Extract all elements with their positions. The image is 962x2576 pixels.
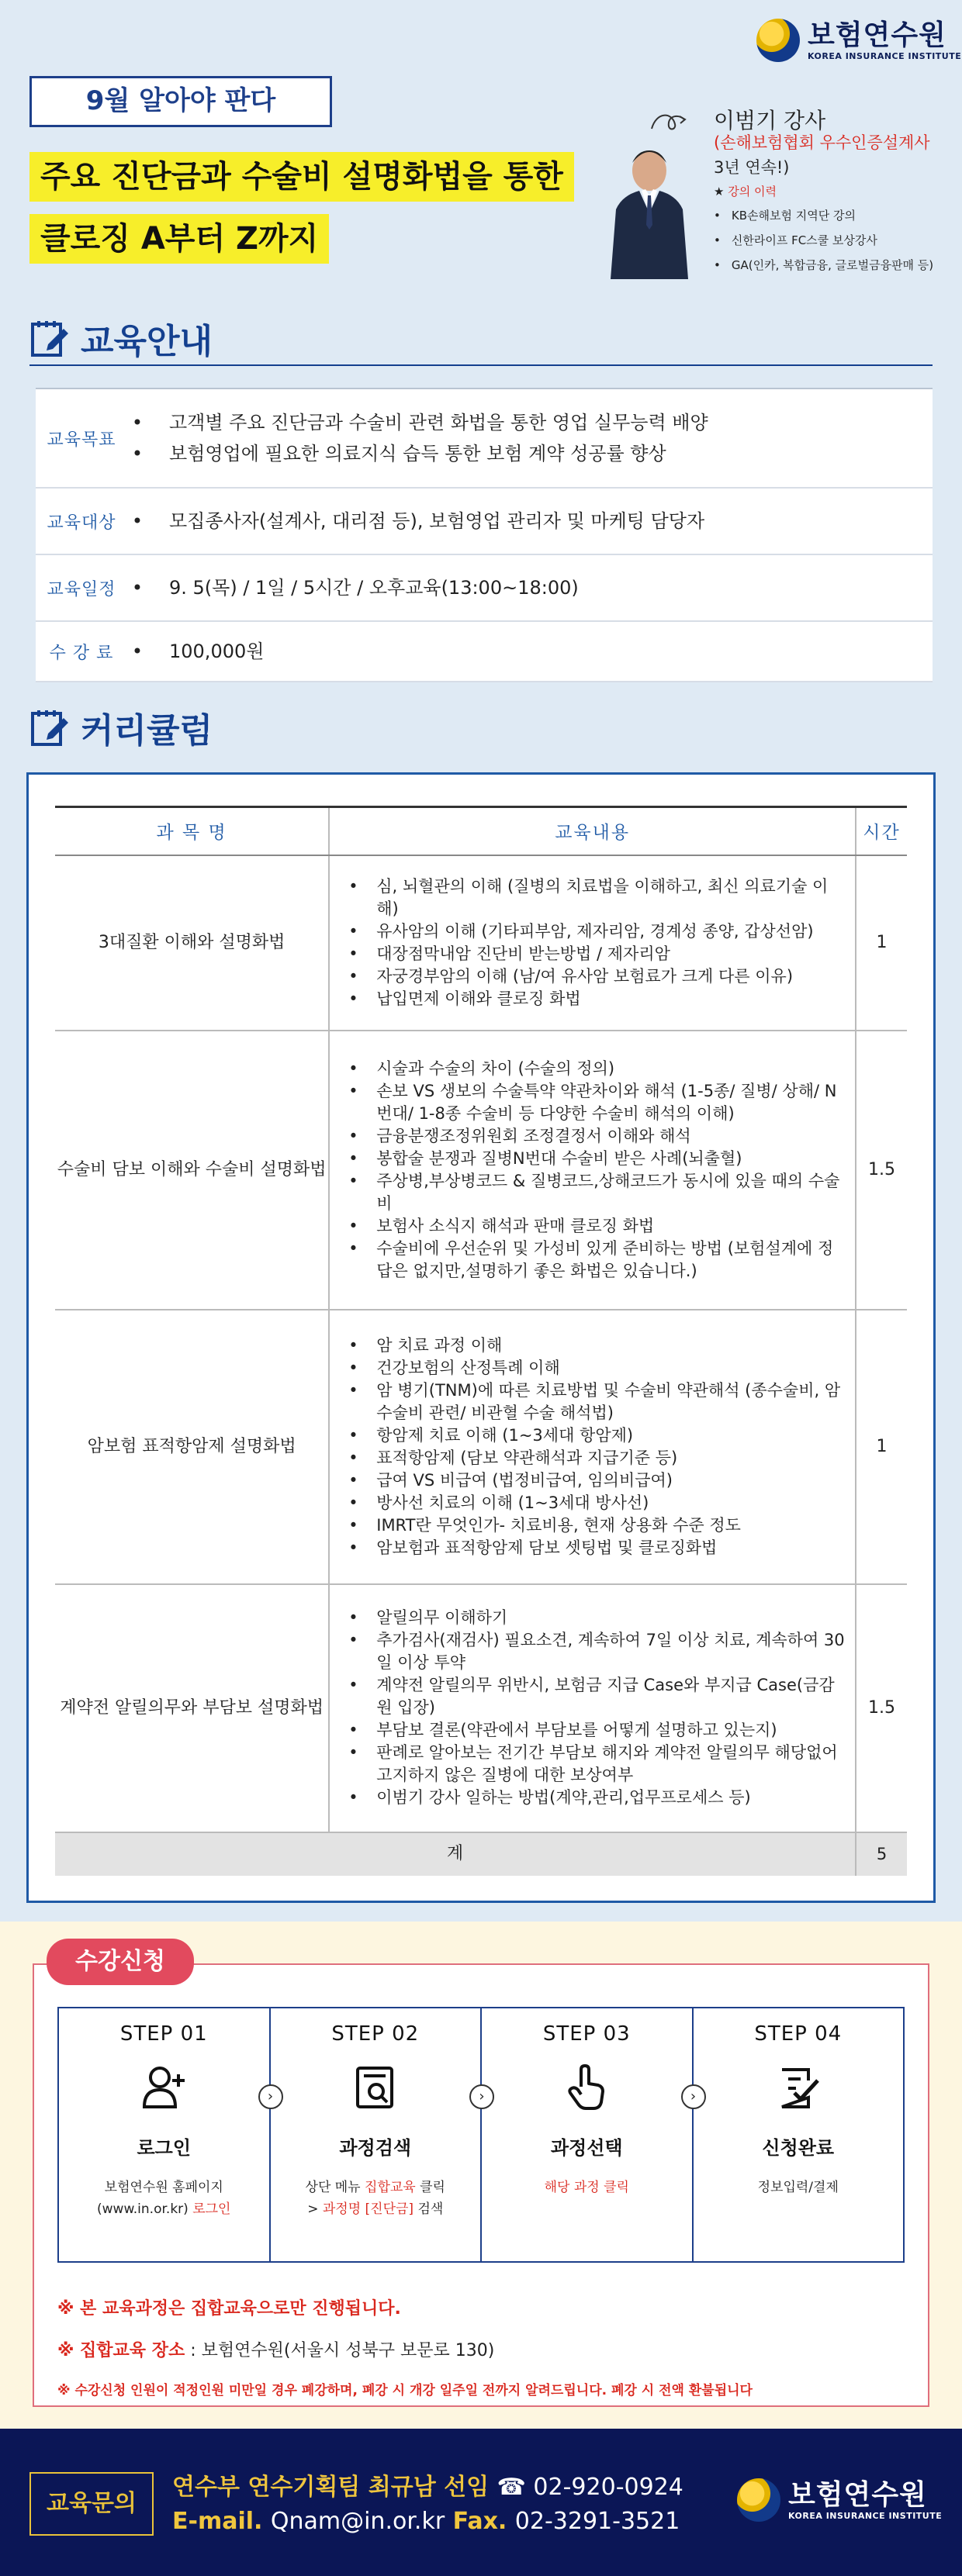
contact-phone[interactable]: ☎ 02-920-0924: [497, 2474, 683, 2501]
info-value: 모집종사자(설계사, 대리점 등), 보험영업 관리자 및 마케팅 담당자: [169, 510, 705, 532]
col-header-content: 교육내용: [329, 807, 856, 855]
lecturer-years: 3년 연속!): [714, 158, 790, 177]
memo-pencil-icon: [29, 318, 70, 358]
content-list: • 알릴의무 이해하기 • 추가검사(재검사) 필요소견, 계속하여 7일 이상 치료, 계속하여 30일 이상 투약 • 계약전 알릴의무 위반시, 보험금 지급 Case와 부지급 Case(금감원 입장) • 부담보 결론(약관에서 부담보를 어떻게 설명하고 있는지) • 판례로 알아보는 전기간 부담보 해지와 계약전 알릴의무 해당없어 고지하지 않은 질병에 대한 보상여부 • 이범기 강사 일하는 방법(계약,관리,업무프로세스 등): [348, 1608, 845, 1807]
info-value: 보험영업에 필요한 의료지식 습득 통한 보험 계약 성공률 향상: [169, 443, 666, 464]
enroll-tag: 수강신청: [47, 1939, 194, 1985]
info-row-fee: 수 강 료 • 100,000원: [36, 622, 933, 682]
step-title: 신청완료: [762, 2137, 835, 2159]
contact-label: 교육문의: [29, 2472, 154, 2536]
month-tag: 9월 알아야 판다: [29, 76, 332, 127]
hours-cell: 1: [856, 1310, 907, 1584]
brand-name: 보험연수원: [808, 19, 946, 51]
total-row: [55, 1832, 907, 1876]
info-label: 교육목표: [47, 430, 116, 450]
contact-dept: 연수부 연수기획팀 최규남 선임: [172, 2474, 497, 2501]
hand-pointer-icon: [562, 2063, 611, 2112]
brand-logo[interactable]: [756, 19, 961, 62]
info-label: 수 강 료: [49, 643, 114, 663]
info-value: 고객별 주요 진단금과 수술비 관련 화법을 통한 영업 실무능력 배양: [169, 412, 708, 433]
career-item: • GA(인카, 복합금융, 글로벌금융판매 등): [714, 258, 934, 272]
course-title: [29, 152, 574, 202]
info-row-schedule: 교육일정 • 9. 5(목) / 1일 / 5시간 / 오후교육(13:00~18:00): [36, 555, 933, 622]
step-number: STEP 03: [542, 2022, 631, 2046]
checklist-icon: [774, 2063, 822, 2112]
contact-info: 연수부 연수기획팀 최규남 선임 ☎ 02-920-0924 E-mail. Qnam@in.or.kr Fax. 02-3291-3521: [172, 2474, 683, 2535]
footer-logo[interactable]: [737, 2478, 942, 2522]
subject-cell: 계약전 알릴의무와 부담보 설명화법: [55, 1584, 329, 1832]
footer-brand-sub: KOREA INSURANCE INSTITUTE: [788, 2510, 943, 2521]
step-title: 과정검색: [339, 2137, 412, 2159]
curriculum-frame: [26, 772, 936, 1903]
step-complete[interactable]: [692, 2008, 904, 2261]
career-list: [714, 203, 933, 278]
subject-cell: 3대질환 이해와 설명화법: [55, 855, 329, 1031]
info-value: 100,000원: [169, 641, 265, 662]
total-label: 계: [55, 1832, 856, 1876]
col-header-subject: 과 목 명: [55, 807, 329, 855]
table-row: [55, 1310, 907, 1584]
step-number: STEP 04: [754, 2022, 843, 2046]
search-document-icon: [351, 2063, 400, 2112]
chevron-right-icon: ›: [258, 2084, 283, 2109]
logo-emblem-icon: [737, 2478, 780, 2522]
info-value: 9. 5(목) / 1일 / 5시간 / 오후교육(13:00~18:00): [169, 577, 579, 599]
content-list: • 시술과 수술의 차이 (수술의 정의) • 손보 VS 생보의 수술특약 약관차이와 해석 (1-5종/ 질병/ 상해/ N번대/ 1-8종 수술비 등 다양한 수술비 해석의 이해) • 금융분쟁조정위원회 조정결정서 이해와 해석 • 봉합술 분쟁과 질병N번대 수술비 받은 사례(뇌출혈) • 주상병,부상병코드 & 질병코드,상해코드가 동시에 있을 때의 수술비 • 보험사 소식지 해석과 판매 클로징 화법 • 수술비에 우선순위 및 가성비 있게 준비하는 방법 (보험설계에 정답은 없지만,설명하기 좋은 화법은 있습니다.): [348, 1058, 840, 1280]
note-onsite-only: ※ 본 교육과정은 집합교육으로만 진행됩니다.: [57, 2299, 401, 2319]
lecturer-affiliation: (손해보험협회 우수인증설계사: [714, 133, 930, 152]
subject-cell: 암보험 표적항암제 설명화법: [55, 1310, 329, 1584]
curriculum-table: [55, 806, 907, 1876]
chevron-right-icon: ›: [469, 2084, 494, 2109]
content-list: • 심, 뇌혈관의 이해 (질병의 치료법을 이해하고, 최신 의료기술 이해) • 유사암의 이해 (기타피부암, 제자리암, 경계성 종양, 갑상선암) • 대장점막내암 진단비 받는방법 / 제자리암 • 자궁경부암의 이해 (남/여 유사암 보험료가 크게 다른 이유) • 납입면제 이해와 클로징 화법: [348, 876, 829, 1008]
enroll-steps: [57, 2007, 905, 2263]
table-row: [55, 1584, 907, 1832]
logo-emblem-icon: [756, 19, 800, 62]
note-cancellation: ※ 수강신청 인원이 적정인원 미만일 경우 폐강하며, 폐강 시 개강 일주일 전까지 알려드립니다. 폐강 시 전액 환불됩니다: [57, 2383, 753, 2398]
step-desc: 해당 과정 클릭: [544, 2180, 629, 2195]
step-select[interactable]: [480, 2008, 697, 2261]
step-number: STEP 01: [119, 2022, 208, 2046]
career-item: • 신한라이프 FC스쿨 보상강사: [714, 233, 877, 247]
user-add-icon: [140, 2063, 188, 2112]
hours-cell: 1.5: [856, 1031, 907, 1310]
step-title: 과정선택: [550, 2137, 623, 2159]
hours-cell: 1: [856, 855, 907, 1031]
star-icon: ★: [714, 185, 728, 199]
note-location: ※ 집합교육 장소 : 보험연수원(서울시 성북구 보문로 130): [57, 2341, 495, 2360]
footer-brand-name: 보험연수원: [788, 2478, 927, 2511]
table-row: [55, 1031, 907, 1310]
info-table: [36, 388, 933, 682]
memo-pencil-icon: [29, 707, 70, 748]
career-item: • KB손해보험 지역단 강의: [714, 209, 856, 223]
info-heading: 교육안내: [29, 313, 213, 363]
career-title: ★ 강의 이력: [714, 185, 777, 199]
info-row-goal: 교육목표 • 고객별 주요 진단금과 수술비 관련 화법을 통한 영업 실무능력 배양 • 보험영업에 필요한 의료지식 습득 통한 보험 계약 성공률 향상: [36, 389, 933, 489]
total-hours: 5: [856, 1832, 907, 1876]
chevron-right-icon: ›: [681, 2084, 706, 2109]
curriculum-heading: 커리큘럼: [29, 703, 213, 752]
info-label: 교육일정: [47, 579, 116, 599]
hours-cell: 1.5: [856, 1584, 907, 1832]
info-row-target: 교육대상 • 모집종사자(설계사, 대리점 등), 보험영업 관리자 및 마케팅 담당자: [36, 489, 933, 555]
step-desc: 보험연수원 홈페이지 (www.in.or.kr) 로그인: [97, 2180, 231, 2217]
content-list: • 암 치료 과정 이해 • 건강보험의 산정특례 이해 • 암 병기(TNM)에 따른 치료방법 및 수술비 약관해석 (종수술비, 암수술비 관련/ 비관혈 수술 해석법) • 항암제 치료 이해 (1~3세대 항암제) • 표적항암제 (담보 약관해석과 지급기준 등) • 급여 VS 비급여 (법정비급여, 임의비급여) • 방사선 치료의 이해 (1~3세대 방사선) • IMRT란 무엇인가- 치료비용, 현재 상용화 수준 정도 • 암보험과 표적항암제 담보 셋팅법 및 클로징화법: [348, 1335, 841, 1557]
step-desc: 상단 메뉴 집합교육 클릭 > 과정명 [진단금] 검색: [305, 2180, 445, 2217]
contact-email[interactable]: Qnam@in.or.kr: [270, 2508, 445, 2535]
contact-fax: 02-3291-3521: [514, 2508, 680, 2535]
brand-sub: KOREA INSURANCE INSTITUTE: [808, 50, 962, 61]
table-header-row: [55, 807, 907, 855]
title-line-2: 클로징 A부터 Z까지: [29, 214, 329, 264]
table-row: [55, 855, 907, 1031]
step-search[interactable]: [269, 2008, 485, 2261]
info-heading-rule: [29, 364, 933, 366]
title-line-1: 주요 진단금과 수술비 설명화법을 통한: [29, 152, 574, 202]
lecturer-name: 이범기 강사: [714, 108, 826, 133]
curl-arrow-icon: [649, 109, 687, 135]
step-title: 로그인: [137, 2137, 192, 2159]
step-number: STEP 02: [331, 2022, 420, 2046]
step-login[interactable]: [59, 2008, 274, 2261]
info-label: 교육대상: [47, 513, 116, 533]
lecturer-photo: [599, 140, 700, 279]
col-header-hours: 시간: [856, 807, 907, 855]
step-desc: 정보입력/결제: [757, 2180, 839, 2195]
subject-cell: 수술비 담보 이해와 수술비 설명화법: [55, 1031, 329, 1310]
